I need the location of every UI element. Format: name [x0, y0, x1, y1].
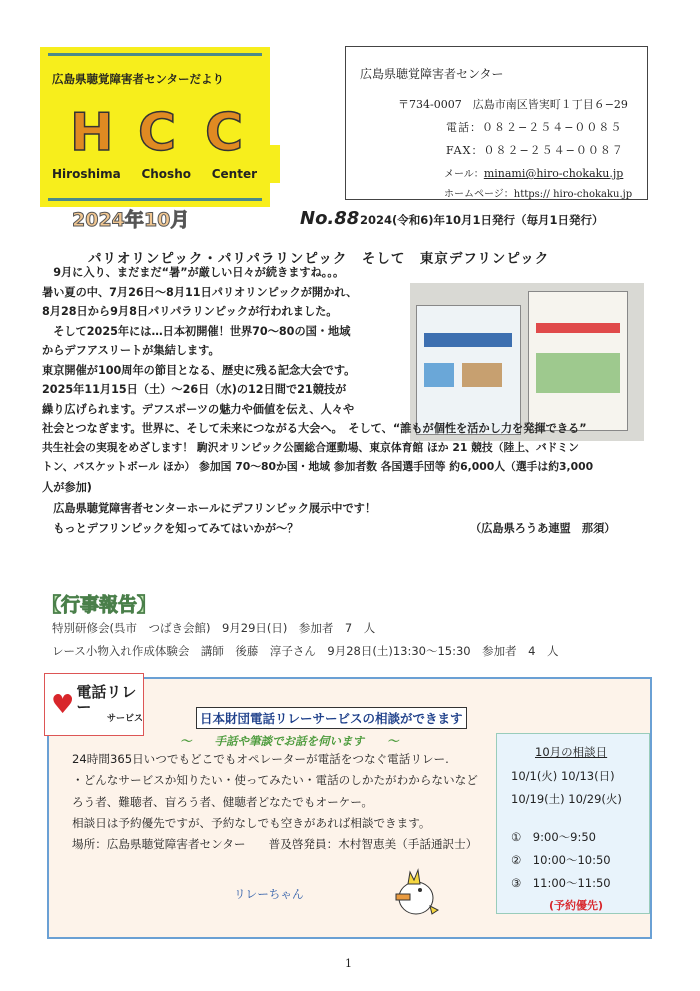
article-line: 9月に入り、まだまだ“暑”が厳しい日々が続きますね。。。: [42, 266, 345, 279]
article-line: トン、バスケットボール ほか） 参加国 70〜80か国・地域 参加者数 各国選手団等 約6,000人（選手は約3,000: [42, 460, 594, 473]
schedule-slot: ① 9:00〜9:50: [511, 830, 596, 844]
relay-line: 場所：広島県聴覚障害者センター 普及啓発員：木村智恵美（手話通訳士）: [72, 837, 478, 851]
article-line: 人が参加): [42, 481, 92, 494]
mascot-name: リレーちゃん: [234, 887, 304, 901]
relay-subtitle: 〜 手話や筆談でお話を伺います 〜: [180, 734, 399, 748]
article-line: 広島県聴覚障害者センターホールにデフリンピック展示中です！: [42, 502, 377, 515]
issue-month: 2024年10月: [72, 209, 190, 231]
contact-tel: 電話：０８２−２５４−００８５: [446, 121, 623, 134]
schedule-title: 10月の相談日: [535, 745, 608, 759]
contact-address: 〒734-0007 広島市南区皆実町１丁目６−29: [398, 98, 628, 111]
logo-subtitle: 広島県聴覚障害者センターだより: [52, 72, 225, 86]
event-item: レース小物入れ作成体験会 講師 後藤 淳子さん 9月28日(土)13:30〜15:30 参加者 4 人: [52, 644, 559, 658]
article-line: 共生社会の実現をめざします！ 駒沢オリンピック公園総合運動場、東京体育館 ほか 21 競技（陸上、バドミン: [42, 441, 579, 454]
relay-line: ろう者、難聴者、盲ろう者、健聴者どなたでもオーケー。: [72, 795, 373, 809]
schedule-slot: ③ 11:00〜11:50: [511, 876, 611, 890]
deaflympics-exhibit-photo: [410, 283, 644, 441]
relay-logo-main: 電話リレー: [76, 683, 137, 716]
schedule-dates: 10/19(土) 10/29(火): [511, 792, 622, 806]
article-line: 暑い夏の中、7月26日〜8月11日パリオリンピックが開かれ、: [42, 286, 358, 299]
logo-letter-h: H: [70, 103, 114, 163]
schedule-slot: ② 10:00〜10:50: [511, 853, 611, 867]
contact-mail-link[interactable]: minami@hiro-chokaku.jp: [483, 167, 624, 180]
page-number: 1: [345, 957, 352, 970]
article-headline: パリオリンピック・パリパラリンピック そして 東京デフリンピック: [88, 251, 550, 267]
logo-word: Center: [211, 167, 257, 181]
contact-fax: FAX：０８２−２５４−００８７: [446, 144, 624, 157]
reservation-note: (予約優先): [549, 899, 604, 912]
article-signature: （広島県ろうあ連盟 那須）: [470, 522, 616, 535]
event-item: 特別研修会(呉市 つばき会館) 9月29日(日) 参加者 7 人: [52, 621, 376, 635]
contact-web[interactable]: ホームページ：https:// hiro-chokaku.jp: [444, 189, 633, 200]
relay-logo-sub: サービス: [106, 714, 143, 724]
schedule-dates: 10/1(火) 10/13(日): [511, 769, 615, 783]
heart-icon: ♥: [51, 689, 75, 720]
article-line: もっとデフリンピックを知ってみてはいかが〜？: [42, 522, 299, 535]
contact-org: 広島県聴覚障害者センター: [360, 67, 504, 81]
logo-english: [52, 167, 257, 181]
logo-letter-c1: C: [138, 103, 177, 163]
article-line: 社会とつなぎます。世界に、そして未来につながる大会へ。 そして、“誰もが個性を活かし力を発揮できる”: [42, 422, 587, 435]
relay-line: ・どんなサービスか知りたい・使ってみたい・電話のしかたがわからないなど: [72, 773, 478, 787]
contact-mail-label: メール：: [444, 169, 484, 180]
newsletter-logo: [40, 47, 270, 207]
issue-number: No.88: [300, 208, 360, 229]
consultation-schedule: [496, 733, 650, 914]
logo-word: Hiroshima: [52, 167, 121, 181]
article-line: 繰り広げられます。デフスポーツの魅力や価値を伝え、人々や: [42, 403, 355, 416]
mascot-bird-icon: [392, 866, 440, 918]
relay-line: 24時間365日いつでもどこでもオペレーターが電話をつなぐ電話リレー.: [72, 752, 449, 766]
article-line: そして2025年には…日本初開催！世界70〜80の国・地域: [42, 325, 351, 338]
logo-letter-c2: C: [205, 103, 244, 163]
logo-word: Chosho: [141, 167, 191, 181]
relay-title: 日本財団電話リレーサービスの相談ができます: [196, 707, 467, 729]
article-line: からデフアスリートが集結します。: [42, 344, 220, 357]
article-line: 8月28日から9月8日パリパラリンピックが行われました。: [42, 305, 338, 318]
article-line: 東京開催が100周年の節目となる、歴史に残る記念大会です。: [42, 364, 356, 377]
article-line: 2025年11月15日（土）〜26日（水)の12日間で21競技が: [42, 383, 347, 396]
publish-date: 2024(令和6)年10月1日発行（毎月1日発行）: [360, 213, 604, 227]
relay-service-logo: [44, 673, 144, 736]
events-heading: 【行事報告】: [42, 594, 157, 616]
relay-line: 相談日は予約優先ですが、予約なしでも空きがあれば相談できます。: [72, 816, 431, 830]
contact-box: [345, 46, 648, 200]
